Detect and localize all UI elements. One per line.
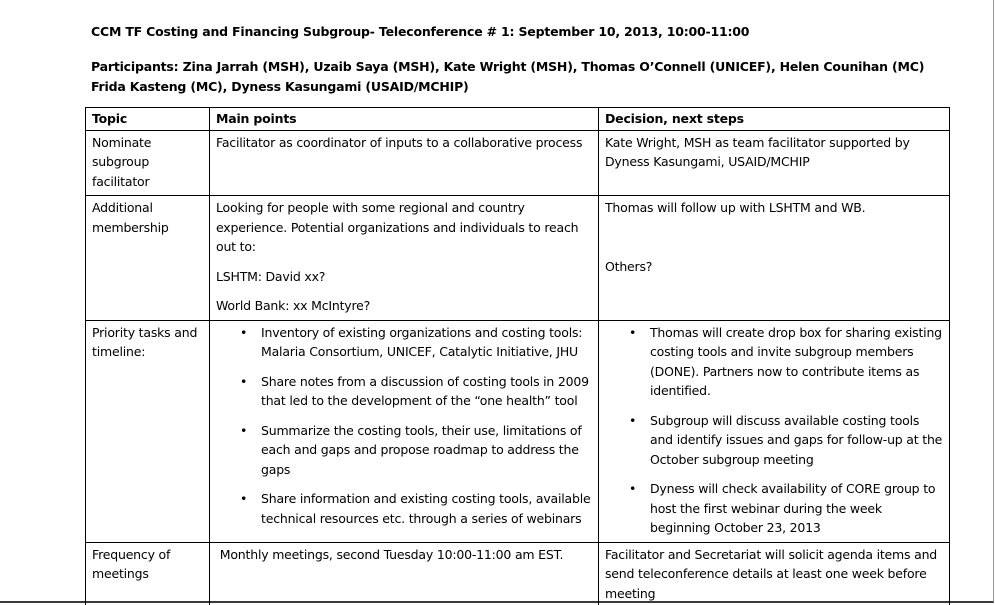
decisions-list bbox=[605, 323, 943, 538]
main-points-cell bbox=[210, 130, 599, 196]
table-row bbox=[86, 130, 950, 196]
document-title: CCM TF Costing and Financing Subgroup- Teleconference # 1: September 10, 2013, 10:00-11:00 bbox=[91, 24, 750, 39]
topic-cell: Nominate subgroup facilitator bbox=[86, 130, 210, 196]
meeting-notes-table bbox=[85, 107, 950, 605]
decision-cell bbox=[599, 196, 950, 321]
table-header-row bbox=[86, 108, 950, 131]
topic-cell: Frequency of meetings bbox=[86, 542, 210, 605]
table-row bbox=[86, 196, 950, 321]
decision-text: Others? bbox=[605, 258, 653, 274]
header-decision: Decision, next steps bbox=[599, 108, 950, 131]
main-point-text: World Bank: xx McIntyre? bbox=[216, 298, 371, 313]
table-row bbox=[86, 542, 950, 605]
main-points-cell bbox=[210, 320, 599, 542]
list-item: • Summarize the costing tools, their use, limitations of each and gaps and propose roadmap to address the gaps bbox=[261, 421, 592, 480]
list-item: • Thomas will create drop box for sharing existing costing tools and invite subgroup members (DONE). Partners now to contribute items as identified. bbox=[650, 323, 943, 401]
table-row bbox=[86, 320, 950, 542]
list-item: • Share notes from a discussion of costing tools in 2009 that led to the development of the “one health” tool bbox=[261, 372, 592, 411]
header-topic: Topic bbox=[86, 108, 210, 131]
decision-cell bbox=[599, 542, 950, 605]
participants-line: Participants: Zina Jarrah (MSH), Uzaib Saya (MSH), Kate Wright (MSH), Thomas O’Connell (UNICEF), Helen Counihan (MC) Frida Kasteng (MC), Dyness Kasungami (USAID/MCHIP) bbox=[91, 59, 925, 94]
decision-cell bbox=[599, 320, 950, 542]
header-main-points: Main points bbox=[210, 108, 599, 131]
decision-text: Kate Wright, MSH as team facilitator supported by Dyness Kasungami, USAID/MCHIP bbox=[605, 134, 910, 169]
main-point-text: Monthly meetings, second Tuesday 10:00-11:00 am EST. bbox=[216, 546, 564, 562]
decision-cell bbox=[599, 130, 950, 196]
list-item: • Dyness will check availability of CORE group to host the first webinar during the week beginning October 23, 2013 bbox=[650, 479, 943, 538]
main-points-cell bbox=[210, 196, 599, 321]
main-point-text: Facilitator as coordinator of inputs to a collaborative process bbox=[216, 134, 583, 150]
main-point-text: LSHTM: David xx? bbox=[216, 268, 326, 284]
list-item: • Inventory of existing organizations and costing tools: Malaria Consortium, UNICEF, Catalytic Initiative, JHU bbox=[261, 323, 592, 362]
list-item: • Subgroup will discuss available costing tools and identify issues and gaps for follow-up at the October subgroup meeting bbox=[650, 411, 943, 470]
topic-cell: Additional membership bbox=[86, 196, 210, 321]
decision-text: Facilitator and Secretariat will solicit agenda items and send teleconference details at least one week before meeting bbox=[605, 546, 938, 601]
main-points-cell bbox=[210, 542, 599, 605]
main-points-list bbox=[216, 323, 592, 529]
topic-cell: Priority tasks and timeline: bbox=[86, 320, 210, 542]
main-point-text: Looking for people with some regional and country experience. Potential organizations and individuals to reach out to: bbox=[216, 200, 579, 254]
list-item: • Share information and existing costing tools, available technical resources etc. through a series of webinars bbox=[261, 489, 592, 528]
decision-text: Thomas will follow up with LSHTM and WB. bbox=[605, 200, 866, 215]
